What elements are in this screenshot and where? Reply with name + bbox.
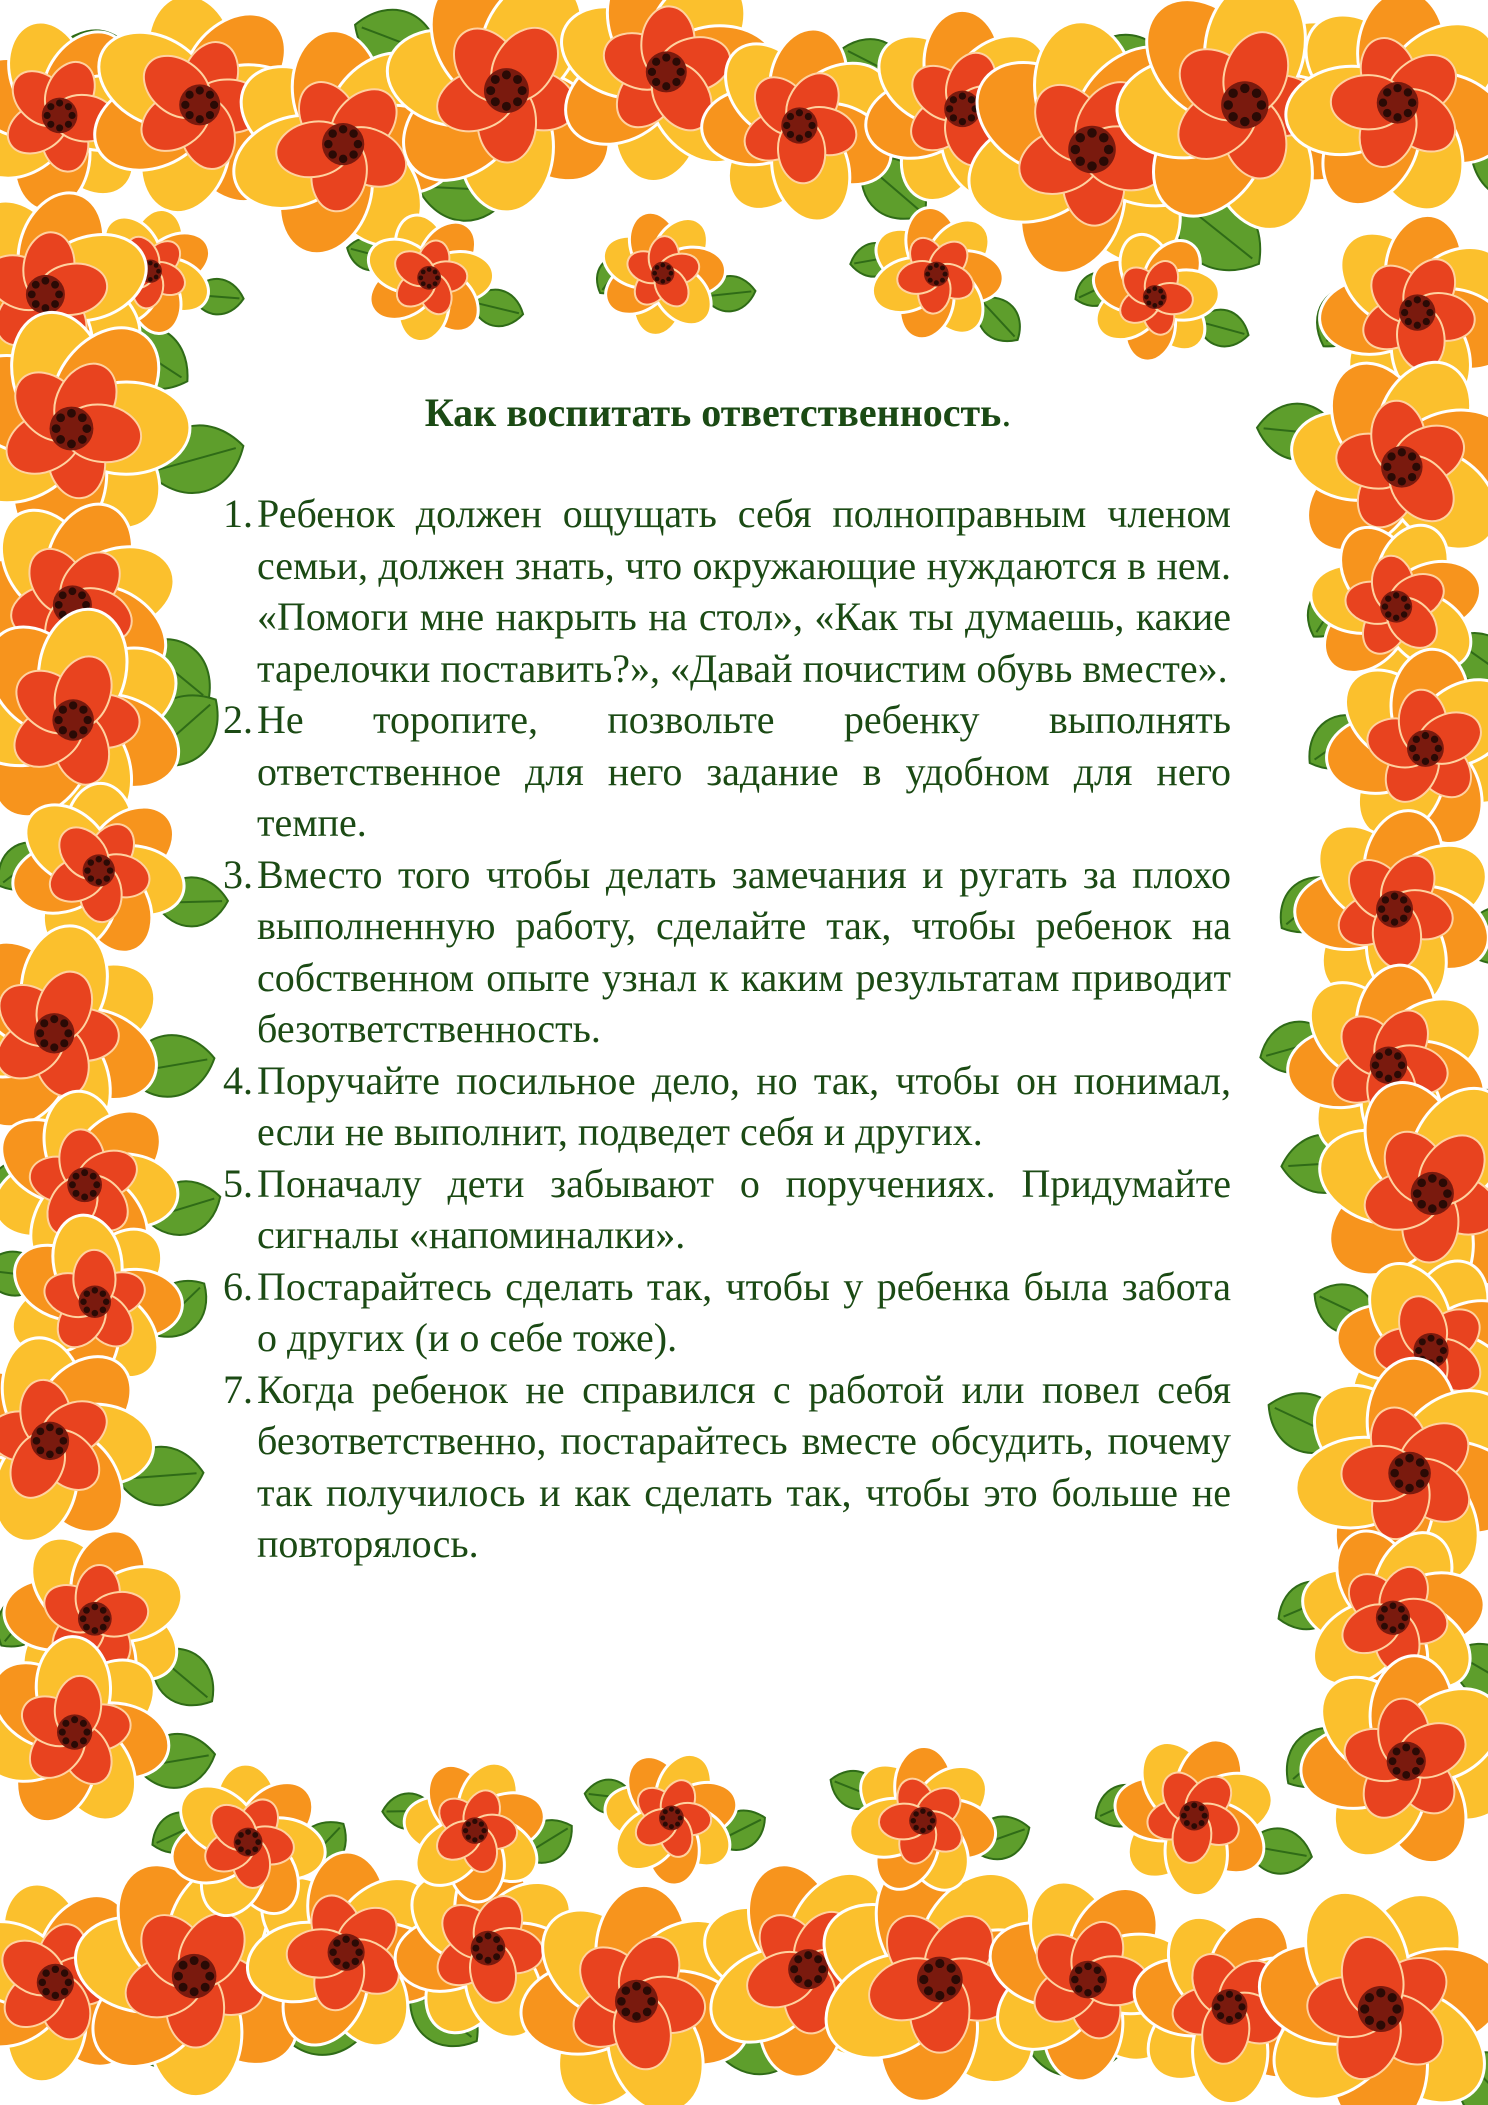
- list-item: [205, 1055, 1231, 1158]
- title-period: .: [1001, 390, 1012, 435]
- title-text: Как воспитать ответственность: [424, 390, 1002, 435]
- item-number: 3.: [223, 851, 253, 897]
- item-number: 6.: [223, 1263, 253, 1309]
- list-item: [205, 849, 1231, 1055]
- item-number: 2.: [223, 697, 253, 742]
- item-number: 4.: [223, 1057, 253, 1103]
- item-text: Поначалу дети забывают о поручениях. Придумайте сигналы «напоминалки».: [257, 1160, 1231, 1257]
- item-text: Ребенок должен ощущать себя полноправным членом семьи, должен знать, что окружающие нуждаются в нем. «Помоги мне накрыть на стол», «Как ты думаешь, какие тарелочки поставить?», «Давай почистим обувь вместе».: [257, 491, 1231, 691]
- rose-flower: [400, 1754, 551, 1903]
- list-item: [205, 1364, 1231, 1570]
- content-area: [205, 388, 1231, 1570]
- item-number: 5.: [223, 1160, 253, 1206]
- list-item: [205, 1158, 1231, 1261]
- list-item: [205, 1261, 1231, 1364]
- tips-list: [205, 488, 1231, 1570]
- item-text: Поручайте посильное дело, но так, чтобы он понимал, если не выполнит, подведет себя и других.: [257, 1057, 1231, 1154]
- item-text: Вместо того чтобы делать замечания и ругать за плохо выполненную работу, сделайте так, чтобы ребенок на собственном опыте узнал к каким результатам приводит безответственность.: [257, 851, 1231, 1051]
- item-number: 7.: [223, 1366, 253, 1412]
- rose-flower: [601, 1746, 743, 1886]
- rose-flower: [1110, 1730, 1280, 1898]
- rose-flower: [596, 206, 727, 339]
- list-item: [205, 488, 1231, 694]
- item-text: Когда ребенок не справился с работой или повел себя безответственно, постарайтесь вместе обсудить, почему так получилось и как сделать так, чтобы это больше не повторялось.: [257, 1366, 1231, 1566]
- rose-flower: [1248, 1876, 1488, 2105]
- page-title: [205, 388, 1231, 438]
- item-text: Не торопите, позвольте ребенку выполнять ответственное для него задание в удобном для него темпе.: [257, 697, 1231, 845]
- item-number: 1.: [223, 491, 253, 536]
- item-text: Постарайтесь сделать так, чтобы у ребенка была забота о других (и о себе тоже).: [257, 1263, 1231, 1360]
- list-item: [205, 694, 1231, 849]
- rose-flower: [1296, 1652, 1488, 1875]
